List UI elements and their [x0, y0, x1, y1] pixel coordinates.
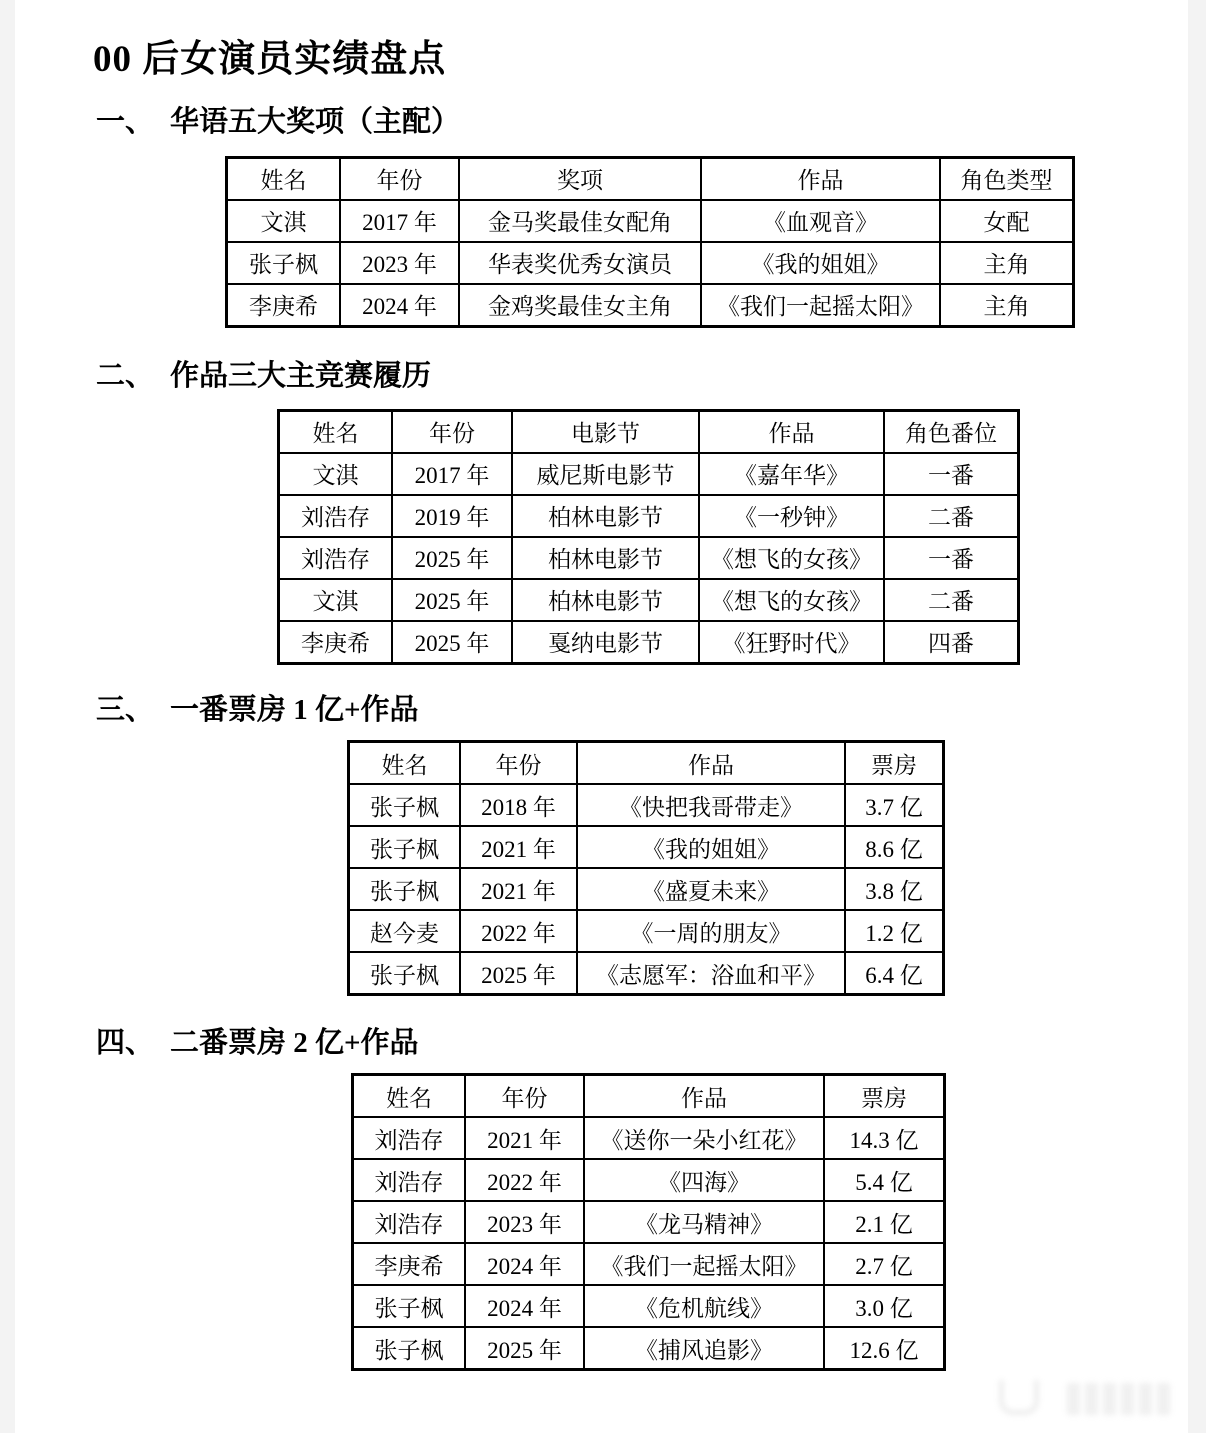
table-cell: 1.2 亿: [845, 910, 944, 952]
column-header: 年份: [340, 157, 459, 200]
column-header: 年份: [392, 410, 512, 453]
table-cell: 《捕风追影》: [584, 1327, 824, 1370]
table-header-row: [227, 157, 1074, 200]
table-cell: 3.7 亿: [845, 784, 944, 826]
column-header: 年份: [460, 742, 577, 785]
table-row: [353, 1117, 945, 1159]
table-cell: 刘浩存: [353, 1117, 466, 1159]
table-cell: 2025 年: [392, 537, 512, 579]
table-cell: 张子枫: [353, 1285, 466, 1327]
table-header-row: [353, 1075, 945, 1118]
left-gutter: [0, 0, 15, 1433]
column-header: 作品: [699, 410, 884, 453]
table-cell: 文淇: [279, 579, 393, 621]
table-cell: 文淇: [227, 200, 341, 242]
table-row: [227, 284, 1074, 327]
table-row: [279, 453, 1019, 495]
table-cell: 12.6 亿: [824, 1327, 945, 1370]
column-header: 年份: [465, 1075, 584, 1118]
column-header: 奖项: [459, 157, 701, 200]
table-cell: 2023 年: [340, 242, 459, 284]
table-cell: 2021 年: [460, 826, 577, 868]
table-cell: 张子枫: [227, 242, 341, 284]
table-row: [353, 1201, 945, 1243]
table-cell: 2017 年: [392, 453, 512, 495]
section-number: 一、: [96, 106, 155, 139]
table-cell: 二番: [884, 579, 1019, 621]
table-cell: 《想飞的女孩》: [699, 579, 884, 621]
table-cell: 《危机航线》: [584, 1285, 824, 1327]
table-row: [349, 826, 944, 868]
table-cell: 柏林电影节: [512, 537, 699, 579]
table-cell: 四番: [884, 621, 1019, 664]
column-header: 姓名: [227, 157, 341, 200]
table-cell: 刘浩存: [279, 495, 393, 537]
table-cell: 威尼斯电影节: [512, 453, 699, 495]
festival-table: [277, 409, 1020, 665]
table-cell: 《我的姐姐》: [701, 242, 940, 284]
table-cell: 李庚希: [353, 1243, 466, 1285]
table-cell: 柏林电影节: [512, 495, 699, 537]
table-cell: 张子枫: [349, 868, 461, 910]
table-cell: 2022 年: [460, 910, 577, 952]
right-gutter: [1188, 0, 1206, 1433]
table-cell: 张子枫: [349, 952, 461, 995]
table-cell: 柏林电影节: [512, 579, 699, 621]
table-cell: 《狂野时代》: [699, 621, 884, 664]
table-cell: 金马奖最佳女配角: [459, 200, 701, 242]
table-cell: 《快把我哥带走》: [577, 784, 845, 826]
lead-boxoffice-table: [347, 740, 945, 996]
table-cell: 2024 年: [465, 1243, 584, 1285]
table-cell: 2022 年: [465, 1159, 584, 1201]
table-cell: 2025 年: [392, 579, 512, 621]
table-cell: 2024 年: [465, 1285, 584, 1327]
table-header-row: [279, 410, 1019, 453]
table-cell: 女配: [940, 200, 1074, 242]
section-heading-text: 作品三大主竞赛履历: [170, 359, 432, 392]
table-cell: 一番: [884, 537, 1019, 579]
table-cell: 2.7 亿: [824, 1243, 945, 1285]
watermark-text-blur: [1067, 1383, 1170, 1415]
section-number: 三、: [96, 693, 155, 726]
section-number: 四、: [96, 1027, 155, 1060]
table-cell: 文淇: [279, 453, 393, 495]
table-cell: 2024 年: [340, 284, 459, 327]
table-cell: 张子枫: [349, 826, 461, 868]
table-row: [227, 200, 1074, 242]
table-cell: 6.4 亿: [845, 952, 944, 995]
column-header: 作品: [584, 1075, 824, 1118]
section-number: 二、: [96, 359, 155, 392]
table-row: [279, 537, 1019, 579]
section-heading-text: 二番票房 2 亿+作品: [170, 1027, 419, 1060]
table-cell: 《一秒钟》: [699, 495, 884, 537]
table-row: [279, 495, 1019, 537]
table-cell: 《志愿军：浴血和平》: [577, 952, 845, 995]
column-header: 票房: [824, 1075, 945, 1118]
table-cell: 刘浩存: [353, 1159, 466, 1201]
table-cell: 二番: [884, 495, 1019, 537]
table-cell: 《一周的朋友》: [577, 910, 845, 952]
table-row: [353, 1285, 945, 1327]
table-row: [279, 579, 1019, 621]
table-cell: 刘浩存: [353, 1201, 466, 1243]
table-cell: 金鸡奖最佳女主角: [459, 284, 701, 327]
table-cell: 赵今麦: [349, 910, 461, 952]
table-cell: 《四海》: [584, 1159, 824, 1201]
table-cell: 3.8 亿: [845, 868, 944, 910]
table-cell: 2025 年: [465, 1327, 584, 1370]
section-heading-text: 一番票房 1 亿+作品: [170, 693, 419, 726]
table-cell: 《嘉年华》: [699, 453, 884, 495]
awards-table: [225, 156, 1075, 328]
table-cell: 《我们一起摇太阳》: [584, 1243, 824, 1285]
table-row: [349, 868, 944, 910]
table-cell: 张子枫: [353, 1327, 466, 1370]
table-cell: 主角: [940, 242, 1074, 284]
column-header: 作品: [577, 742, 845, 785]
table-cell: 2025 年: [460, 952, 577, 995]
table-cell: 5.4 亿: [824, 1159, 945, 1201]
table-row: [353, 1159, 945, 1201]
column-header: 姓名: [353, 1075, 466, 1118]
table-cell: 2025 年: [392, 621, 512, 664]
table-cell: 2021 年: [460, 868, 577, 910]
table-cell: 刘浩存: [279, 537, 393, 579]
table-cell: 一番: [884, 453, 1019, 495]
table-cell: 《送你一朵小红花》: [584, 1117, 824, 1159]
table-row: [227, 242, 1074, 284]
table-cell: 2017 年: [340, 200, 459, 242]
watermark-glyph: [999, 1380, 1039, 1415]
column-header: 角色类型: [940, 157, 1074, 200]
table-row: [349, 910, 944, 952]
table-cell: 2.1 亿: [824, 1201, 945, 1243]
table-cell: 《我的姐姐》: [577, 826, 845, 868]
table-cell: 主角: [940, 284, 1074, 327]
table-cell: 3.0 亿: [824, 1285, 945, 1327]
table-cell: 李庚希: [279, 621, 393, 664]
table-cell: 2023 年: [465, 1201, 584, 1243]
table-row: [279, 621, 1019, 664]
section-heading-2: [96, 358, 1206, 394]
table-cell: 2021 年: [465, 1117, 584, 1159]
table-cell: 2018 年: [460, 784, 577, 826]
section-heading-text: 华语五大奖项（主配）: [170, 106, 461, 139]
page-title: 00 后女演员实绩盘点: [93, 39, 447, 80]
table-header-row: [349, 742, 944, 785]
section-heading-3: [96, 692, 1206, 728]
table-cell: 《我们一起摇太阳》: [701, 284, 940, 327]
table-cell: 8.6 亿: [845, 826, 944, 868]
table-row: [353, 1327, 945, 1370]
table-cell: 《想飞的女孩》: [699, 537, 884, 579]
column-header: 姓名: [349, 742, 461, 785]
table-cell: 《盛夏未来》: [577, 868, 845, 910]
table-row: [349, 784, 944, 826]
second-lead-boxoffice-table: [351, 1073, 946, 1371]
column-header: 角色番位: [884, 410, 1019, 453]
table-cell: 张子枫: [349, 784, 461, 826]
section-heading-1: [96, 104, 1206, 140]
table-cell: 2019 年: [392, 495, 512, 537]
column-header: 票房: [845, 742, 944, 785]
section-heading-4: [96, 1025, 1206, 1061]
column-header: 作品: [701, 157, 940, 200]
table-cell: 14.3 亿: [824, 1117, 945, 1159]
table-row: [349, 952, 944, 995]
table-cell: 《血观音》: [701, 200, 940, 242]
table-row: [353, 1243, 945, 1285]
watermark: [999, 1380, 1170, 1415]
column-header: 电影节: [512, 410, 699, 453]
column-header: 姓名: [279, 410, 393, 453]
table-cell: 华表奖优秀女演员: [459, 242, 701, 284]
table-cell: 李庚希: [227, 284, 341, 327]
table-cell: 戛纳电影节: [512, 621, 699, 664]
table-cell: 《龙马精神》: [584, 1201, 824, 1243]
